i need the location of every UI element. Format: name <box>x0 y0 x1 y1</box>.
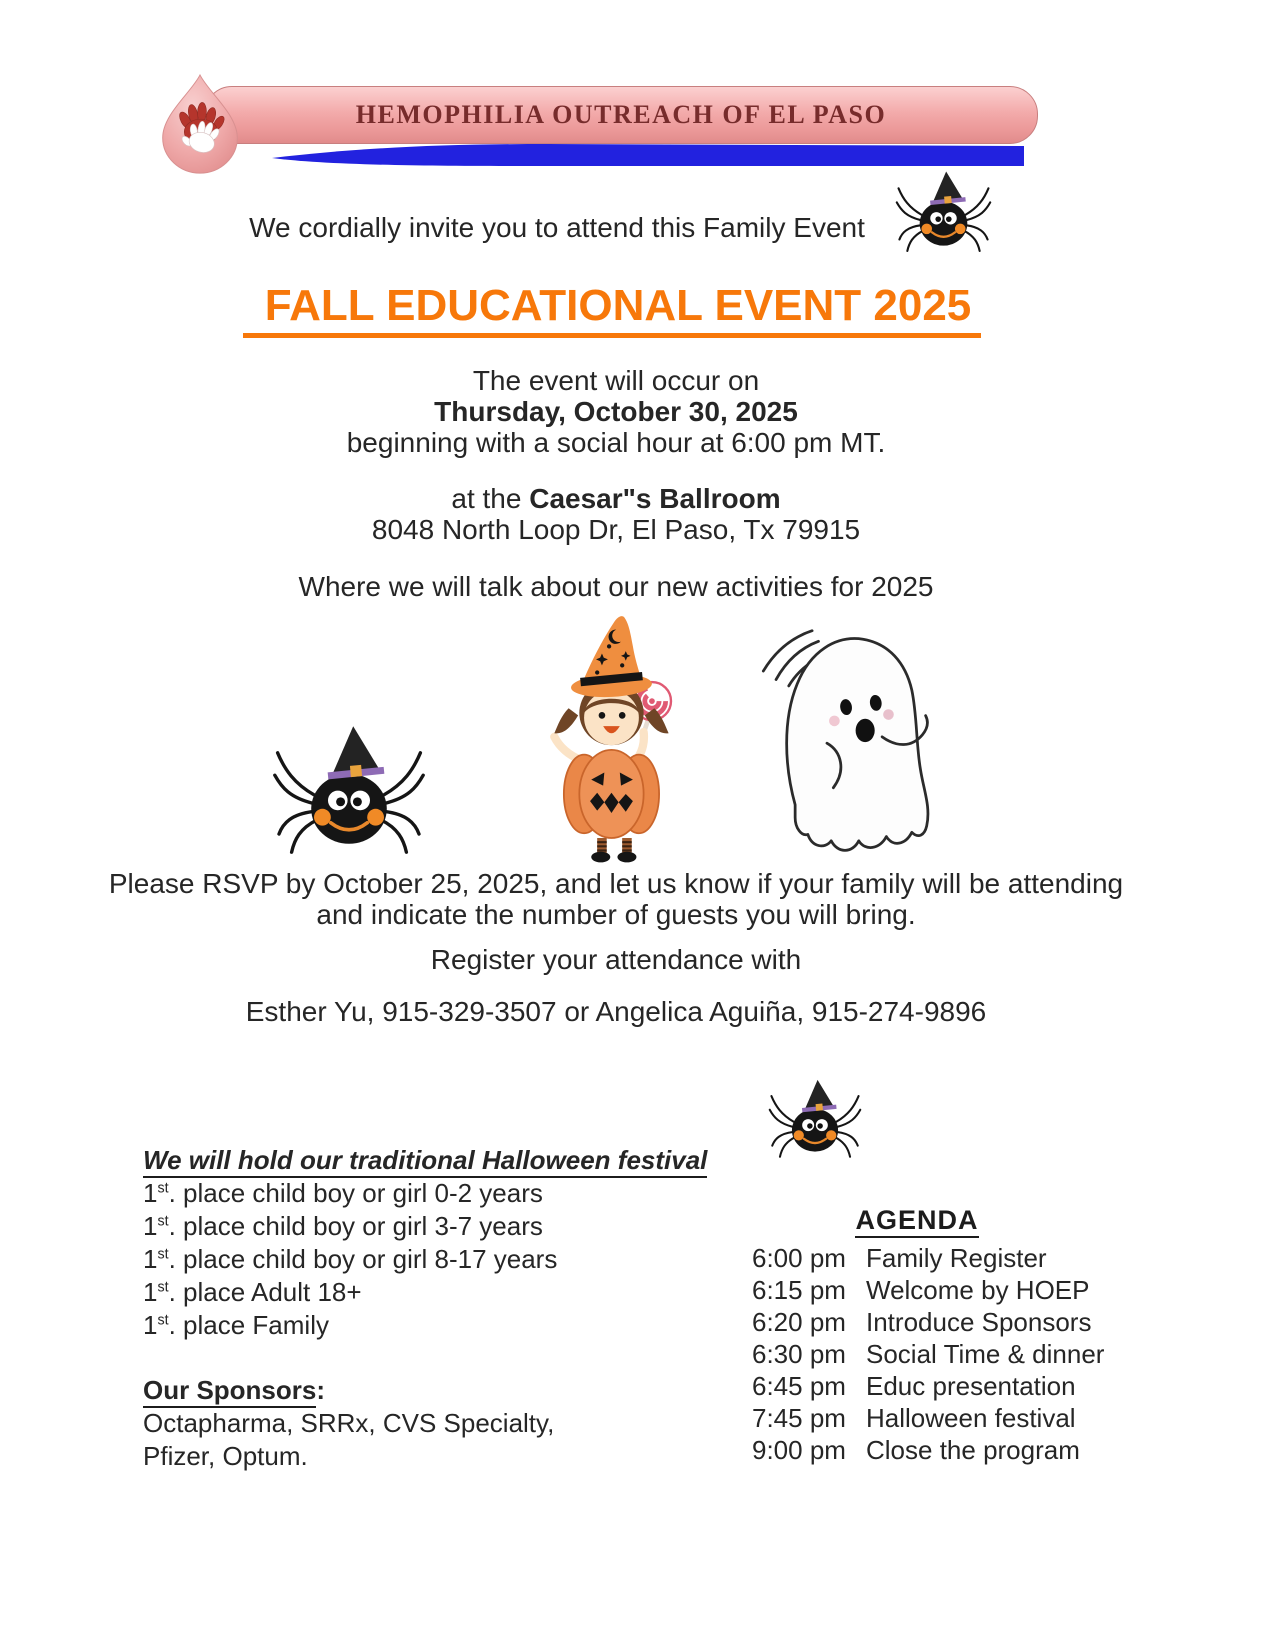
agenda-heading: AGENDA <box>752 1203 1082 1237</box>
detail-intro: The event will occur on <box>472 365 760 396</box>
rsvp-line1: Please RSVP by October 25, 2025, and let us know if your family will be attending <box>108 868 1124 899</box>
detail-time: beginning with a social hour at 6:00 pm MT. <box>346 427 886 458</box>
spider-icon <box>768 1072 862 1168</box>
agenda-item: 6:00 pm Family Register <box>752 1243 1047 1273</box>
ghost-icon <box>733 618 957 862</box>
sponsors-heading: Our Sponsors: <box>143 1374 743 1407</box>
topic-line: Where we will talk about our new activities for 2025 <box>298 571 934 602</box>
agenda-item: 6:20 pm Introduce Sponsors <box>752 1307 1092 1337</box>
festival-item: 1st. place child boy or girl 0-2 years <box>143 1178 543 1208</box>
register-line: Register your attendance with <box>430 944 802 975</box>
rsvp-block <box>0 868 1232 1027</box>
agenda-item: 9:00 pm Close the program <box>752 1435 1080 1465</box>
event-date: Thursday, October 30, 2025 <box>434 396 798 427</box>
sponsors-line2: Pfizer, Optum. <box>143 1441 308 1471</box>
sponsors-line1: Octapharma, SRRx, CVS Specialty, <box>143 1408 555 1438</box>
contacts-line: Esther Yu, 915-329-3507 or Angelica Aguiña, 915-274-9896 <box>245 996 987 1027</box>
blue-underline-bar <box>268 142 1028 168</box>
blood-drop-hands-logo <box>146 70 254 182</box>
agenda-item: 6:30 pm Social Time & dinner <box>752 1339 1105 1369</box>
banner-bar <box>204 86 1038 144</box>
festival-item: 1st. place child boy or girl 3-7 years <box>143 1211 543 1241</box>
venue-name: Caesar"s Ballroom <box>529 483 781 514</box>
pumpkin-costume-girl-icon <box>505 613 687 863</box>
title-row <box>0 281 1224 338</box>
festival-heading: We will hold our traditional Halloween festival <box>143 1144 743 1177</box>
festival-item: 1st. place Family <box>143 1310 329 1340</box>
spider-icon <box>895 168 992 258</box>
festival-section <box>143 1144 743 1473</box>
festival-item: 1st. place Adult 18+ <box>143 1277 362 1307</box>
venue-line <box>0 483 1232 514</box>
invite-line: We cordially invite you to attend this Family Event <box>249 212 865 243</box>
agenda-list <box>752 1242 1182 1466</box>
venue-prefix: at the <box>451 483 530 514</box>
agenda-item: 7:45 pm Halloween festival <box>752 1403 1076 1433</box>
spider-icon <box>266 722 432 862</box>
org-name: HEMOPHILIA OUTREACH OF EL PASO <box>355 100 887 129</box>
rsvp-line2: and indicate the number of guests you will bring. <box>316 899 916 930</box>
agenda-item: 6:45 pm Educ presentation <box>752 1371 1076 1401</box>
festival-item: 1st. place child boy or girl 8-17 years <box>143 1244 558 1274</box>
page-title: FALL EDUCATIONAL EVENT 2025 <box>243 281 982 338</box>
agenda-item: 6:15 pm Welcome by HOEP <box>752 1275 1090 1305</box>
event-details <box>0 365 1232 602</box>
venue-address: 8048 North Loop Dr, El Paso, Tx 79915 <box>371 514 861 545</box>
